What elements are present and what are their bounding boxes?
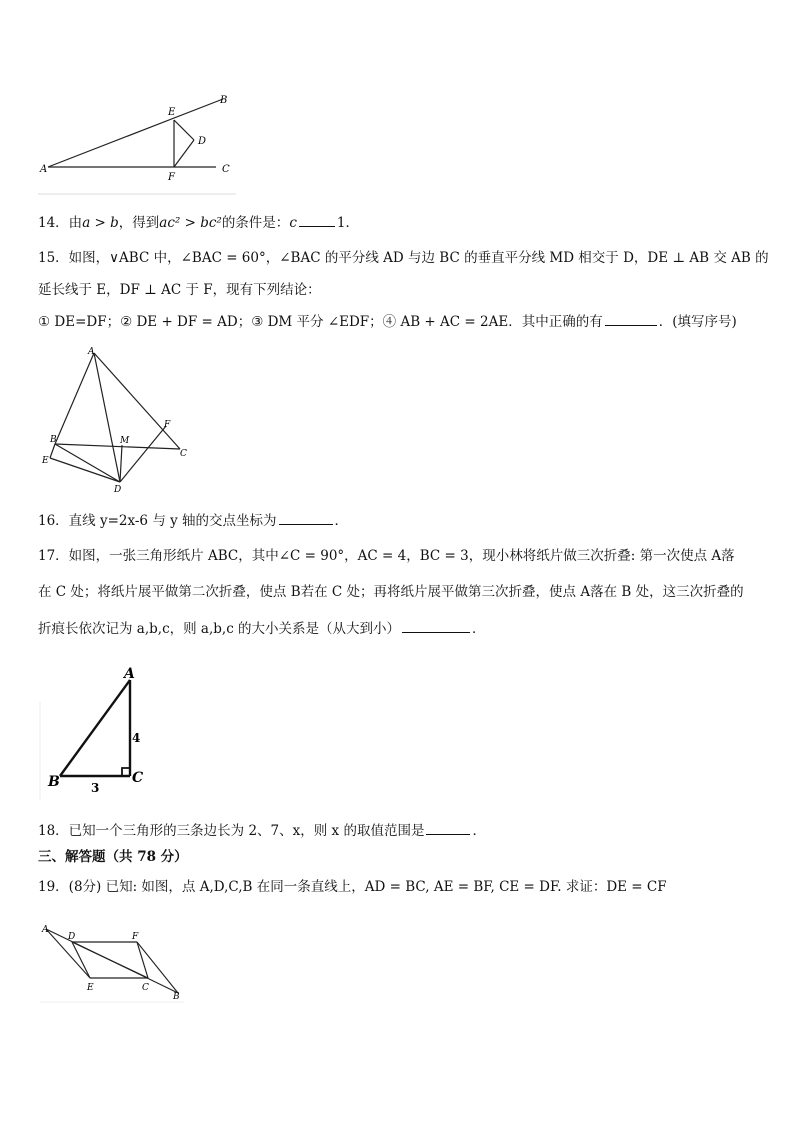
q15-label-a: A [88, 347, 95, 357]
q19-label-f: F [132, 932, 139, 942]
q19-label-c: C [142, 983, 149, 993]
q19-label-e: E [87, 983, 94, 993]
question-17-line-2: 在 C 处；将纸片展平做第二次折叠，使点 B若在 C 处；再将纸片展平做第三次折叠，使点 A落在 B 处，这三次折叠的 [38, 584, 744, 600]
point-label-c: C [222, 164, 230, 175]
point-label-b: B [220, 95, 228, 106]
figure-q15-triangle [40, 345, 210, 495]
q17-question: 折痕长依次记为 a,b,c，则 a,b,c 的大小关系是（从大到小） [38, 621, 401, 637]
question-14 [38, 214, 359, 231]
figure-q19-parallelogram [38, 920, 188, 1005]
q15-answer-blank[interactable] [605, 313, 657, 326]
q14-variable: c [289, 215, 297, 231]
q17-side-ac: 4 [132, 731, 141, 745]
q17-label-a: A [124, 666, 135, 682]
question-18 [38, 822, 486, 839]
point-label-e: E [168, 107, 176, 118]
q14-prefix: 14．由 [38, 215, 83, 231]
question-17-line-1: 17．如图，一张三角形纸片 ABC，其中∠C = 90°，AC = 4，BC = 3，现小林将纸片做三次折叠: 第一次使点 A落 [38, 548, 735, 564]
q14-mid: ，得到 [118, 215, 160, 231]
point-label-a: A [40, 164, 48, 175]
q16-answer-blank[interactable] [279, 512, 333, 525]
q14-answer-blank[interactable] [299, 214, 335, 227]
q15-label-e: E [42, 456, 49, 466]
q19-label-d: D [68, 932, 76, 942]
q14-end: 1． [336, 215, 359, 231]
q17-end: ． [472, 621, 486, 637]
q19-label-b: B [173, 992, 180, 1002]
question-17-line-3 [38, 620, 486, 637]
q15-label-d: D [114, 485, 122, 495]
q14-expression: ac² > bc² [159, 215, 222, 231]
section-title: 三、解答题（共 78 分） [38, 849, 188, 865]
question-15-line-2: 延长线于 E，DF ⊥ AC 于 F，现有下列结论： [38, 282, 321, 298]
q18-end: ． [472, 823, 486, 839]
q15-label-m: M [120, 436, 130, 446]
point-label-f: F [168, 172, 175, 183]
q17-side-bc: 3 [91, 781, 100, 795]
q15-hint: ．(填写序号) [658, 314, 737, 330]
question-15-line-1: 15．如图，∨ABC 中，∠BAC = 60°，∠BAC 的平分线 AD 与边 BC 的垂直平分线 MD 相交于 D，DE ⊥ AB 交 AB 的 [38, 250, 769, 266]
q19-label-a: A [42, 925, 49, 935]
point-label-d: D [198, 136, 207, 147]
question-19: 19．(8分) 已知: 如图，点 A,D,C,B 在同一条直线上，AD = BC, AE = BF, CE = DF. 求证：DE = CF [38, 879, 667, 895]
q17-label-b: B [48, 774, 60, 790]
q14-tail: 的条件是： [221, 215, 290, 231]
question-16 [38, 512, 348, 529]
q15-conclusions: ① DE=DF；② DE + DF = AD；③ DM 平分 ∠EDF；④ AB + AC = 2AE．其中正确的有 [38, 314, 603, 330]
q15-label-b: B [50, 435, 57, 445]
q14-condition: a > b [82, 215, 119, 231]
q15-label-c: C [180, 449, 187, 459]
question-15-line-3 [38, 313, 737, 330]
q18-answer-blank[interactable] [426, 822, 470, 835]
figure-angle-bisector [36, 90, 246, 195]
q16-end: ． [334, 513, 349, 529]
q17-answer-blank[interactable] [402, 620, 470, 633]
q18-text: 18．已知一个三角形的三条边长为 2、7、x，则 x 的取值范围是 [38, 823, 425, 839]
q16-text: 16．直线 y=2x-6 与 y 轴的交点坐标为 [38, 513, 277, 529]
q15-label-f: F [164, 420, 171, 430]
figure-q17-right-triangle [38, 660, 158, 805]
q17-label-c: C [132, 770, 144, 786]
